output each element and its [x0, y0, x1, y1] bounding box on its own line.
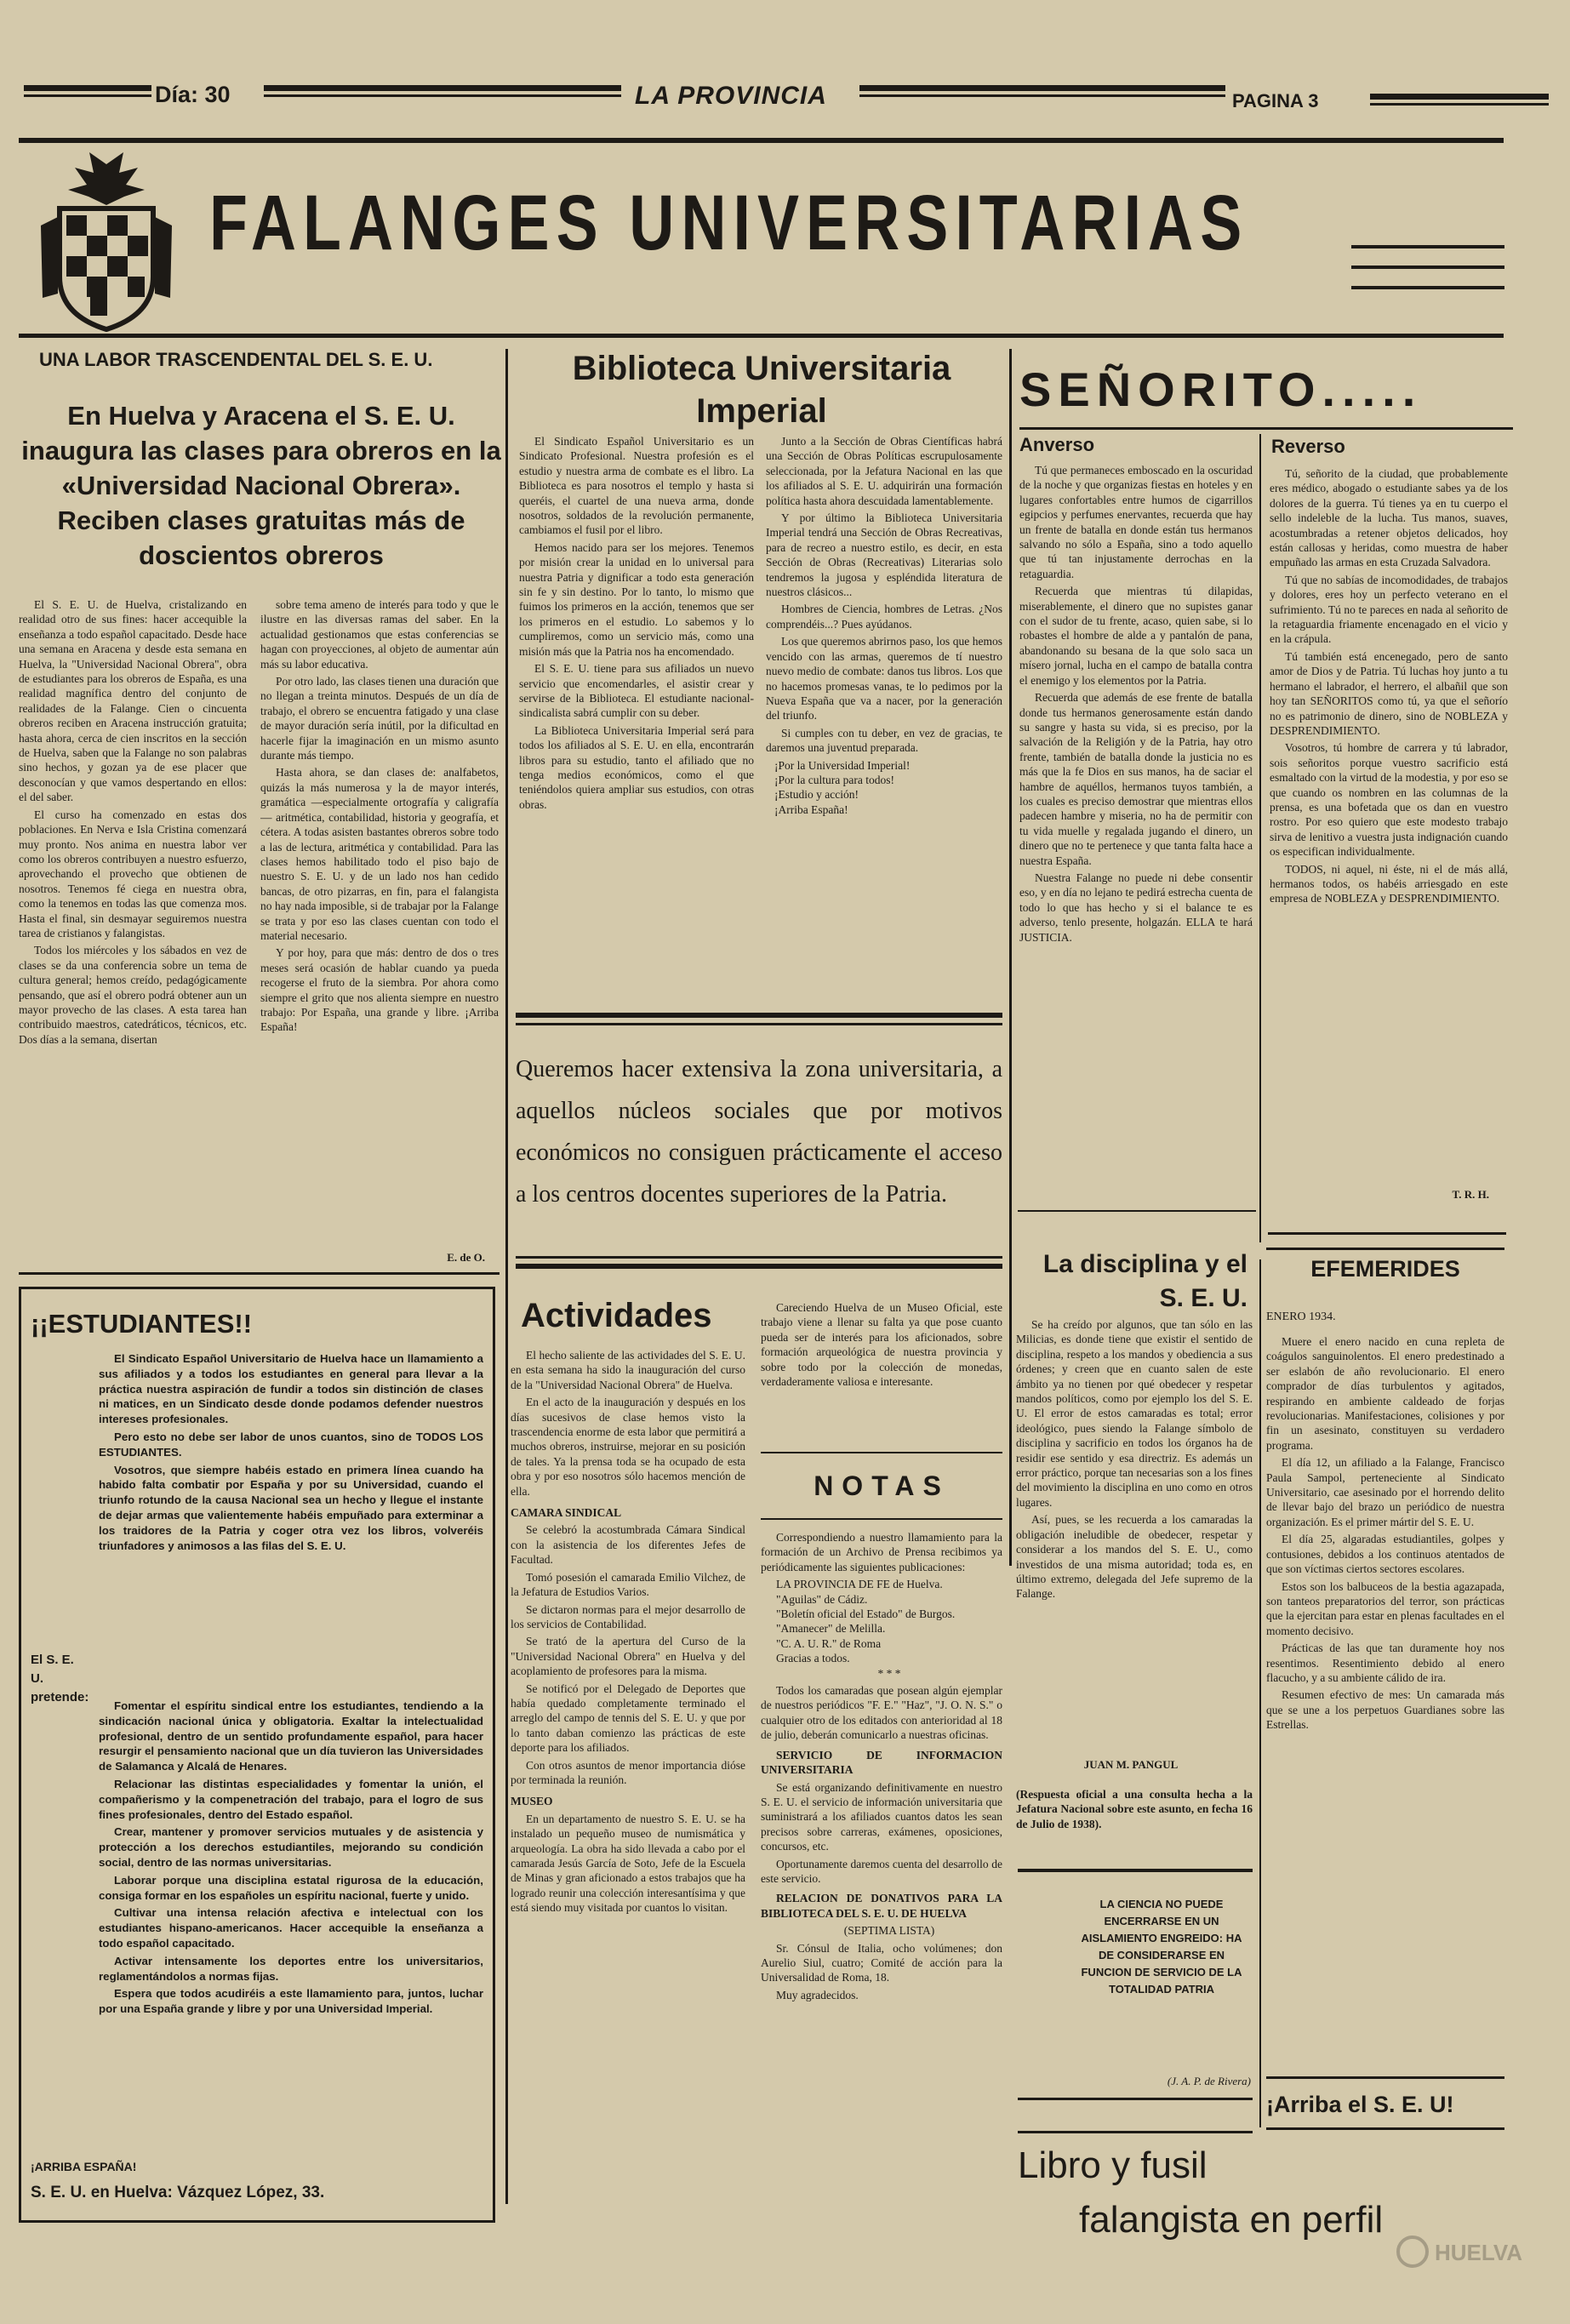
ciencia-signature: (J. A. P. de Rivera) — [1167, 2075, 1251, 2087]
disciplina-title: La disciplina y el S. E. U. — [1042, 1250, 1247, 1312]
disciplina-note: (Respuesta oficial a una consulta hecha a la Jefatura Nacional sobre este asunto, en fecha 16 de Julio de 1938). — [1016, 1788, 1253, 1830]
efemerides-text: Muere el enero nacido en cuna repleta de coágulos sanguinolentos. El enero predestinado a ser eslabón de año revolucionario. El enero comprador de días turbulentos y agitados, respirando en ambiente caldeado de forjas revolucionarias. Manifestaciones, colisiones y por fin un asesinato, constituyen su verdadero programa. El día 12, un afiliado a la Falange, Francisco Paula Sampol, perteneciente al Sindicato Universitario, cae asesinado por el horrendo delito de llevar bajo del brazo un periódico de nuestra organización. Es el primer mártir del S. E. U. El día 25, algaradas estudiantiles, golpes y contusiones, debidos a los continuos atentados de que son víctimas ciertos sectores escolares. Estos son los balbuceos de la bestia agazapada, son tanteos preparatorios del terror, son prácticas que la ejercitan para estar en plenas facultades en el momento decisivo. Prácticas de las que tan duramente hoy nos resentimos. Resentimiento debido al enero flacucho, y a su ambiente cálido de ira. Resumen efectivo de mes: Un camarada más que se une a los perpetuos Guardianes sobre las Estrellas. — [1266, 1335, 1504, 1732]
libro-line2: falangista en perfil — [1079, 2199, 1384, 2241]
estudiantes-aims: Fomentar el espíritu sindical entre los estudiantes, tendiendo a la sindicación nacional única y obligatoria. Exaltar la intelectualidad profesional, dentro de un sentido profundamente español, para hacer resurgir el pensamiento nacional que un día tuvieron las Universidades de Salamanca y Alcalá de Henares. Relacionar las distintas especialidades y fomentar la unión, el compañerismo y la compenetración del trabajo, para el logro de sus fines profesionales, dentro del Estado español. Crear, mantener y promover servicios mutuales y de asistencia y protección a los derechos estudiantiles, mejorando su condición social, dentro de las normas universitarias. Laborar porque una disciplina estatal rigurosa de la educación, consiga formar en los españoles un espíritu nacional, fuerte y unido. Cultivar una intensa relación afectiva e intelectual con los estudiantes hispano-americanos. Hacer accequible la enseñanza a todo español capacitado. Activar intensamente los deportes entre los universitarios, reglamentándolos a normas fijas. Espera que todos acudiréis a este llamamiento para, juntos, luchar por una España grande y libre y por una Universidad Imperial. — [99, 1699, 483, 2016]
reverso-text: Tú, señorito de la ciudad, que probablemente eres médico, abogado o estudiante sabes ya de los dolores de la guerra. Tú tienes ya en tu cuerpo el sello indeleble de la lucha. Tus manos, suaves, acostumbradas a retener objetos delicados, hoy están callosas y heridas, como muestra de haber empuñado las armas en esta Cruzada Salvadora. Tú que no sabías de incomodidades, de trabajos y dolores, eres hoy un perfecto veterano en el sufrimiento. Tú no te pareces en nada al señorito de la retaguardia friamente encenagado en el vicio y en la crápula. Tú también está encenegado, pero de santo amor de Dios y de Patria. Tú luchas hoy junto a tu hermano el labrador, el herrero, el albañil que son hoy tan SEÑORITOS como tú, ya que el señorío no es patrimonio de dinero, sino de NOBLEZA y DESPRENDIMIENTO. Vosotros, tú hombre de carrera y tú labrador, sois señoritos porque vuestro sacrificio está esmaltado con la virtud de la modestia, y por eso se que cuando os nombren en las columnas de la prensa, es una bofetada que os dan en vuestro rostro. Por eso quiero que este modesto trabajo sirva de lenitivo a vuestra justa indignación cuando os especifican individualmente. TODOS, ni aquel, ni éste, ni el de más allá, hermanos todos, os habéis arriesgado en este empresa de NOBLEZA y DESPRENDIMIENTO. — [1270, 467, 1508, 905]
article1-headline: En Huelva y Aracena el S. E. U. inaugura las clases para obreros en la «Universidad Nacional Obrera». Reciben clases gratuitas más de doscientos obreros — [21, 401, 501, 570]
museo-heading: MUSEO — [511, 1795, 553, 1808]
arriba-seu: ¡Arriba el S. E. U! — [1266, 2092, 1454, 2117]
notas-title: NOTAS — [814, 1470, 950, 1501]
section-title: FALANGES UNIVERSITARIAS — [209, 180, 1249, 266]
article1-signature: E. de O. — [447, 1251, 485, 1264]
article1-col2: sobre tema ameno de interés para todo y que le ilustre en las diversas ramas del saber. En la actualidad gestionamos que estas conferencias se hagan con proyecciones, al objeto de aumentar aún más su labor educativa. Por otro lado, las clases tienen una duración que no llegan a treinta minutos. Después de un día de trabajo, el obrero se encuentra fatigado y una clase de mayor duración sería inútil, por la dificultad en hacerle fijar la imaginación en un mismo asunto durante más tiempo. Hasta ahora, se dan clases de: analfabetos, quizás la más numerosa y la de mayor interés, gramática —especialmente ortografía y caligrafía— aritmética, contabilidad, historia y geografía, et cétera. A todas asisten bastantes obreros sobre todo a las de lectura, aritmética y contabilidad. Para las clases hemos habilitado todo el piso bajo de nuestro S. E. U. y de un lado nos han cedido bancas, de otro pizarras, en fin, para el falangista no hay nada imposible, si de trabajar por la Falange se trata y por eso las clases cuentan con todo el material necesario. Y por hoy, para que más: dentro de dos o tres meses será ocasión de hablar cuando ya pueda recogerse el fruto de la siembra. Por ahora como siempre el grito que nos alienta siempre en nuestro trabajo: Por España, una grande y libre. ¡Arriba España! — [260, 598, 499, 1034]
servicio-informacion-heading: SERVICIO DE INFORMACION UNIVERSITARIA — [761, 1748, 1002, 1777]
estudiantes-intro: El Sindicato Español Universitario de Huelva hace un llamamiento a sus afiliados y a todos los estudiantes en general para llevar a la práctica nuestra aspiración de fundir a todos sin distinción de clases ni matices, en un Sindicato desde donde podamos defender nuestros intereses profesionales. Pero esto no debe ser labor de unos cuantos, sino de TODOS LOS ESTUDIANTES. Vosotros, que siempre habéis estado en primera línea cuando ha habido falta combatir por España y por su Universidad, cuando el triunfo rotundo de la causa Nacional sea un hecho y llegue el instante de dejar armas que valientemente habéis empuñado para exterminar a los traidores de la Patria y coger otra vez los libros, volveréis triunfadores y animosos a las filas del S. E. U. — [99, 1352, 483, 1552]
seu-pretende-label: El S. E. U. pretende: — [31, 1653, 89, 1704]
article2-col1: El Sindicato Español Universitario es un Sindicato Profesional. Nuestra profesión es el estudio y nuestra arma de combate es el libro. La Biblioteca es para nosotros el templo y hasta si queréis, el cuartel de una nueva arma, donde nosotros, soldados de la revolución permanente, cambiamos el fusil por el libro. Hemos nacido para ser los mejores. Tenemos por misión crear la unidad en lo universal para nuestra Patria y dignificar a todo esta generación sin fe y sin destino. Por lo tanto, lo mismo que fuimos los primeros en la acción, tenemos que ser los primeros en el estudio. Lo sabemos y lo cumpliremos, como un servicio más, como una misión más que la Patria nos ha encomendado. El S. E. U. tiene para sus afiliados un nuevo servicio que encomendarles, el asistir crear y servirse de la Biblioteca. El estudiante nacional-sindicalista sabrá cumplir con su deber. La Biblioteca Universitaria Imperial será para todos los afiliados al S. E. U. en ella, encontrarán libros para su estudio, tanto el afiliado que no tenga medios económicos, como el que teniéndolos quiera ampliar sus estudios, con otras obras. — [519, 435, 754, 811]
anverso-text: Tú que permaneces emboscado en la oscuridad de la noche y que organizas fiestas en hoteles y en lugares confortables entre humos de cigarrillos egipcios y perfumes enervantes, recuerda que hay un frente de batalla en donde están tus hermanos salvando no sólo a España, sino a todo aquello que tú tan injustamente derrochas en la retaguardia. Recuerda que mientras tú dilapidas, miserablemente, el dinero que no supistes ganar con el sudor de tu frente, acaso, quien sabe, si lo robastes el hombre de alde a y pantalón de pana, abandonando su besana de la que solo saca un mísero jornal, lucha en el campo de batalla contra el enemigo y los elementos por la Patria. Recuerda que además de ese frente de batalla donde tus hermanos generosamente están dando su sangre y hasta su vida, si es preciso, por la salvación de la Religión y de la Patria, hay otro frente, también de batalla donde la justicia no es más que la fe Dios en sus manos, ha de saciar el hambre de aquéllos, hermanos tuyos también, a los cuales es preciso demostrar que mientras ellos padecen hambre y miseria, no ha de permitir con tu vida muelle y regalada jugando el dinero, un dinero que no te pertenece y que tanta falta hace a nuestra España. Nuestra Falange no puede ni debe consentir eso, y en día no lejano te pedirá estrecha cuenta de todo lo que has hecho y si el balance te es adverso, tenlo presente, holgazán. ELLA te hará JUSTICIA. — [1019, 464, 1253, 944]
archive-stamp: HUELVA — [1396, 2230, 1506, 2298]
masthead-paper: LA PROVINCIA — [635, 82, 827, 110]
notas-text: Correspondiendo a nuestro llamamiento para la formación de un Archivo de Prensa recibimos ya periódicamente las siguientes publicaciones: LA PROVINCIA DE FE de Huelva. "Aguilas" de Cádiz. "Boletín oficial del Estado" de Burgos. "Amanecer" de Melilla. "C. A. U. R." de Roma Gracias a todos. * * * Todos los camaradas que posean algún ejemplar de nuestros periódicos "F. E." "Haz", "J. O. N. S." o cualquier otro de los editados con anterioridad al 18 de julio, deberán comunicarlo a nuestras oficinas. SERVICIO DE INFORMACION UNIVERSITARIA Se está organizando definitivamente en nuestro S. E. U. el servicio de información universitaria que suministrará a los afiliados cuantos datos les sean precisos sobre carreras, exámenes, oposiciones, concursos, etc. Oportunamente daremos cuenta del desarrollo de este servicio. RELACION DE DONATIVOS PARA LA BIBLIOTECA DEL S. E. U. DE HUELVA (SEPTIMA LISTA) Sr. Cónsul de Italia, ocho volúmenes; don Aurelio Siul, cuatro; Comité de acción para la Universalidad de Roma, 18. Muy agradecidos. — [761, 1531, 1002, 2001]
estudiantes-title: ¡¡ESTUDIANTES!! — [31, 1309, 253, 1339]
reverso-label: Reverso — [1271, 436, 1345, 457]
archive-seal-icon — [1396, 2235, 1430, 2269]
actividades-title: Actividades — [521, 1297, 712, 1334]
anverso-label: Anverso — [1019, 434, 1095, 455]
disciplina-text: Se ha creído por algunos, que tan sólo en las Milicias, es donde tiene que existir el sentido de disciplina, respeto a los mandos y obediencia a sus órdenes; y creen que en cuanto salen de este ámbito ya no tienen por qué obedecer y respetar mandos políticos, como por ejemplo los del S. E. U. El error de estos camaradas es total; error ideológico, pues siendo la Falange símbolo de disciplina y sacrificio en todos los órganos ha de residir ese sentido y esa directriz. Es además un error práctico, porque tan necesarias son a los fines del movimiento la disciplina en uno como en otros lugares. Así, pues, se les recuerda a los camaradas la obligación ineludible de obedecer, respetar y considerar a los mandos del S. E. U., como investidos de una misma autoridad; toda es, en último extremo, delegada del Jefe supremo de la Falange. — [1016, 1318, 1253, 1601]
senorito-title: SEÑORITO..... — [1019, 363, 1423, 416]
masthead-day: Día: 30 — [155, 82, 231, 107]
seu-address: S. E. U. en Huelva: Vázquez López, 33. — [31, 2184, 325, 2201]
libro-line1: Libro y fusil — [1018, 2144, 1207, 2186]
ciencia-quote: LA CIENCIA NO PUEDE ENCERRARSE EN UN AISLAMIENTO ENGREIDO: HA DE CONSIDERARSE EN FUNCION DE SERVICIO DE LA TOTALIDAD PATRIA — [1081, 1898, 1242, 1996]
senorito-signature: T. R. H. — [1452, 1188, 1489, 1201]
article2-col2: Junto a la Sección de Obras Científicas habrá una Sección de Obras Políticas escrupulosamente seleccionada, por la Jefatura Nacional en las que los afiliados al S. E. U. adquirirán una formación política hasta ahora descuidada lamentablemente. Y por último la Biblioteca Universitaria Imperial tendrá una Sección de Obras Recreativas, para de recreo a nuestro estilo, es decir, en esta Sección de Obras (Recreativas) Literarias solo tendremos la jugosa y espléndida literatura de nuestros clásicos... Hombres de Ciencia, hombres de Letras. ¿Nos comprendéis...? Pues ayúdanos. Los que queremos abrirnos paso, los que hemos vencido con las armas, queremos de tí nuestro nuevo medio de combate: danos tus libros. Los que no hacemos promesas vanas, te lo pedimos por la Nueva España que va a nacer, por la generación del triunfo. Si cumples con tu deber, en vez de gracias, te daremos una juventud preparada. ¡Por la Universidad Imperial! ¡Por la cultura para todos! ¡Estudio y acción! ¡Arriba España! — [766, 435, 1002, 816]
disciplina-signature: JUAN M. PANGUL — [1083, 1758, 1179, 1771]
masthead-page: PAGINA 3 — [1232, 90, 1319, 111]
efemerides-title: EFEMERIDES — [1310, 1256, 1460, 1282]
camara-sindical-heading: CAMARA SINDICAL — [511, 1506, 622, 1520]
efemerides-month: ENERO 1934. — [1266, 1310, 1336, 1323]
arriba-espana: ¡ARRIBA ESPAÑA! — [31, 2160, 137, 2173]
falange-emblem-icon — [34, 149, 179, 332]
zona-universitaria-banner: Queremos hacer extensiva la zona universitaria, a aquellos núcleos sociales que por motivos económicos no consiguen prácticamente el acceso a los centros docentes superiores de la Patria. — [516, 1056, 1002, 1208]
article1-kicker: UNA LABOR TRASCENDENTAL DEL S. E. U. — [39, 349, 433, 370]
actividades-col2: Careciendo Huelva de un Museo Oficial, este trabajo viene a llenar su falta ya que pose cuanto pueda ser de interés para los aficionados, sobre formación arqueológica de nuestra provincia y sobre todo por la colección de monedas, verdaderamente valiosa e interesante. — [761, 1301, 1002, 1389]
article1-col1: El S. E. U. de Huelva, cristalizando en realidad otro de sus fines: hacer accequible la enseñanza a todo español capacitado. Desde hace una semana en Aracena y desde esta semana en Huelva, la "Universidad Nacional Obrera", obra de estudiantes para los obreros de España, es una realidad magnífica dentro del conjunto de realidades de la Falange. Cien o cincuenta obreros reciben en Aracena instrucción gratuita; hasta ahora, cerca de cien inscritos en la sección de Huelva, saben que la Falange no son palabras sino hechos, y gozan ya de ese placer que desconocían y que vamos despertando en ellos: el del saber. El curso ha comenzado en estas dos poblaciones. En Nerva e Isla Cristina comenzará muy pronto. Nos anima en nuestra labor ver como los obreros contribuyen a nuestro esfuerzo, aprovechando el provecho que obtienen de nosotros. Tenemos fé ciega en nuestra obra, como la tenemos en todas las que comenza mos. Hasta el final, sin desmayar seguiremos nuestra tarea de cristianos y falangistas. Todos los miércoles y los sábados en vez de clases se da una conferencia sobre un tema de cultura general; hemos creído, pedagógicamente pensando, que así el obrero podrá obtener aun un mayor provecho de las clases. A esta tarea han contribuido maestros, catedráticos, técnicos, etc. Dos días a la semana, disertan — [19, 598, 247, 1046]
article2-headline: Biblioteca Universitaria Imperial — [572, 350, 951, 430]
actividades-col1: El hecho saliente de las actividades del S. E. U. en esta semana ha sido la inauguración del curso de la "Universidad Nacional Obrera" de Huelva. En el acto de la inauguración y después en los días sucesivos de clase hemos visto la trascendencia enorme de esta labor que permitirá a muchos obreros, instruirse, mejorar en su posición de tales. Ya la prensa toda se ha ocupado de esta obra y por eso nosotros sólo hacemos mención de ella. CAMARA SINDICAL Se celebró la acostumbrada Cámara Sindical con la asistencia de los diferentes Jefes de Facultad. Tomó posesión el camarada Emilio Vilchez, de la Jefatura de Estudios Varios. Se dictaron normas para el mejor desarrollo de los servicios de Contabilidad. Se trató de la apertura del Curso de la "Universidad Nacional Obrera" en Huelva y del acoplamiento de profesores para la misma. Se notificó por el Delegado de Deportes que había quedado completamente terminado el arreglo del campo de tennis del S. E. U. y que por lo tanto daban comienzo las prácticas de este deporte para los afiliados. Con otros asuntos de menor importancia dióse por terminada la reunión. MUSEO En un departamento de nuestro S. E. U. se ha instalado un pequeño museo de numismática y arqueología. La obra ha sido llevada a cabo por el camarada Jesús García de Soto, Jefe de la Escuela de Minas y gran aficionado a estos trabajos que ha logrado reunir una colección interesantísima y que está siendo muy visitada por cuantos lo visitan. — [511, 1349, 745, 1915]
relacion-donativos-heading: RELACION DE DONATIVOS PARA LA BIBLIOTECA DEL S. E. U. DE HUELVA — [761, 1892, 1002, 1920]
